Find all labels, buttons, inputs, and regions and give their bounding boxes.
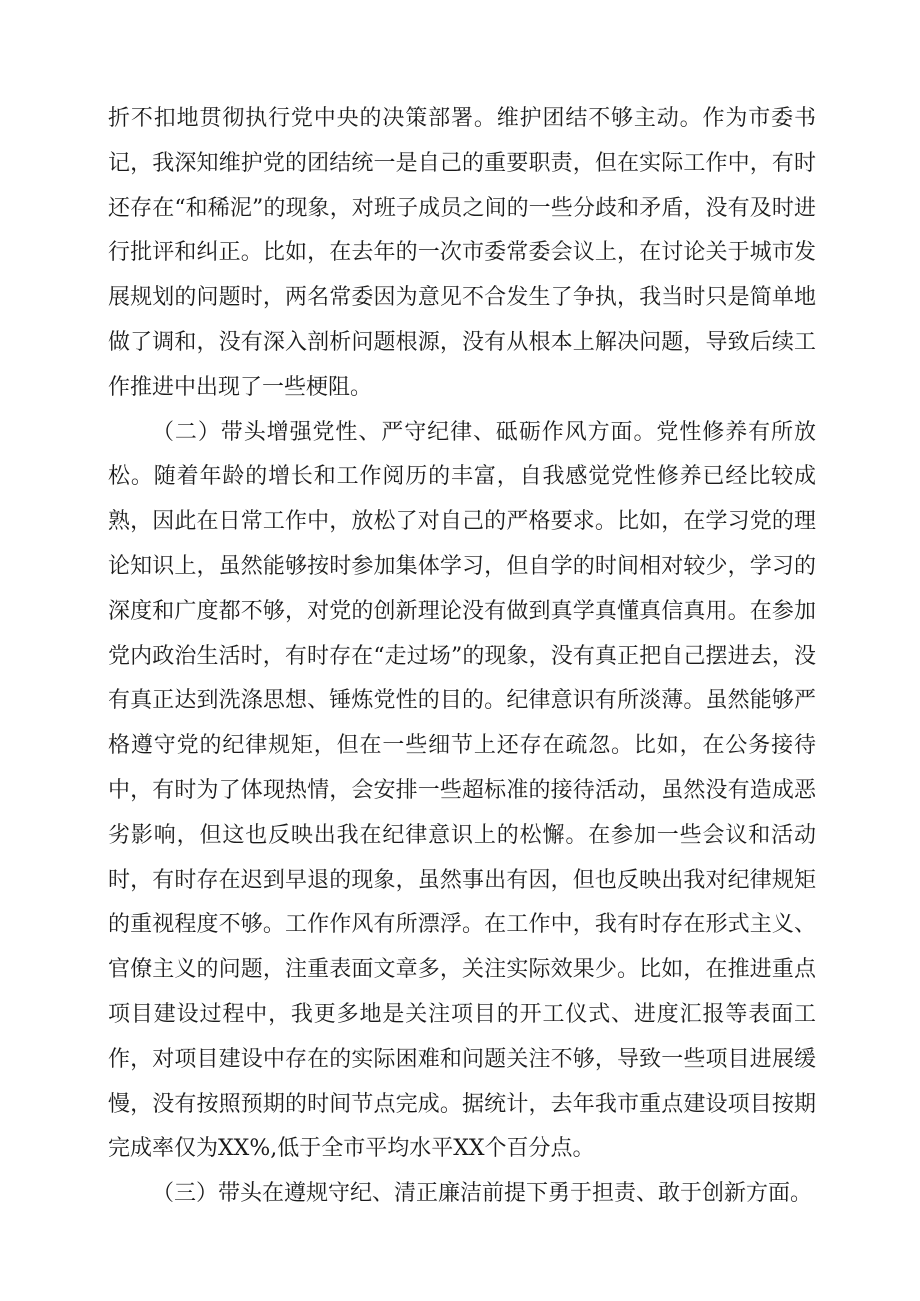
paragraph-continuation: 折不扣地贯彻执行党中央的决策部署。维护团结不够主动。作为市委书记，我深知维护党的团结统一是自己的重要职责，但在实际工作中，有时还存在“和稀泥”的现象，对班子成员之间的一些分歧和矛盾，没有及时进行批评和纠正。比如，在去年的一次市委常委会议上，在讨论关于城市发展规划的问题时，两名常委因为意见不合发生了争执，我当时只是简单地做了调和，没有深入剖析问题根源，没有从根本上解决问题，导致后续工作推进中出现了一些梗阻。: [108, 106, 816, 400]
paragraph-section-three: （三）带头在遵规守纪、清正廉洁前提下勇于担责、敢于创新方面。: [152, 1181, 813, 1207]
document-body: [108, 97, 816, 1217]
paragraph-section-two: （二）带头增强党性、严守纪律、砥砺作风方面。党性修养有所放松。随着年龄的增长和工作阅历的丰富，自我感觉党性修养已经比较成熟，因此在日常工作中，放松了对自己的严格要求。比如，在学习党的理论知识上，虽然能够按时参加集体学习，但自学的时间相对较少，学习的深度和广度都不够，对党的创新理论没有做到真学真懂真信真用。在参加党内政治生活时，有时存在“走过场”的现象，没有真正把自己摆进去，没有真正达到洗涤思想、锤炼党性的目的。纪律意识有所淡薄。虽然能够严格遵守党的纪律规矩，但在一些细节上还存在疏忽。比如，在公务接待中，有时为了体现热情，会安排一些超标准的接待活动，虽然没有造成恶劣影响，但这也反映出我在纪律意识上的松懈。在参加一些会议和活动时，有时存在迟到早退的现象，虽然事出有因，但也反映出我对纪律规矩的重视程度不够。工作作风有所漂浮。在工作中，我有时存在形式主义、官僚主义的问题，注重表面文章多，关注实际效果少。比如，在推进重点项目建设过程中，我更多地是关注项目的开工仪式、进度汇报等表面工作，对项目建设中存在的实际困难和问题关注不够，导致一些项目进展缓慢，没有按照预期的时间节点完成。据统计，去年我市重点建设项目按期完成率仅为XX%,低于全市平均水平XX个百分点。: [108, 419, 816, 1162]
